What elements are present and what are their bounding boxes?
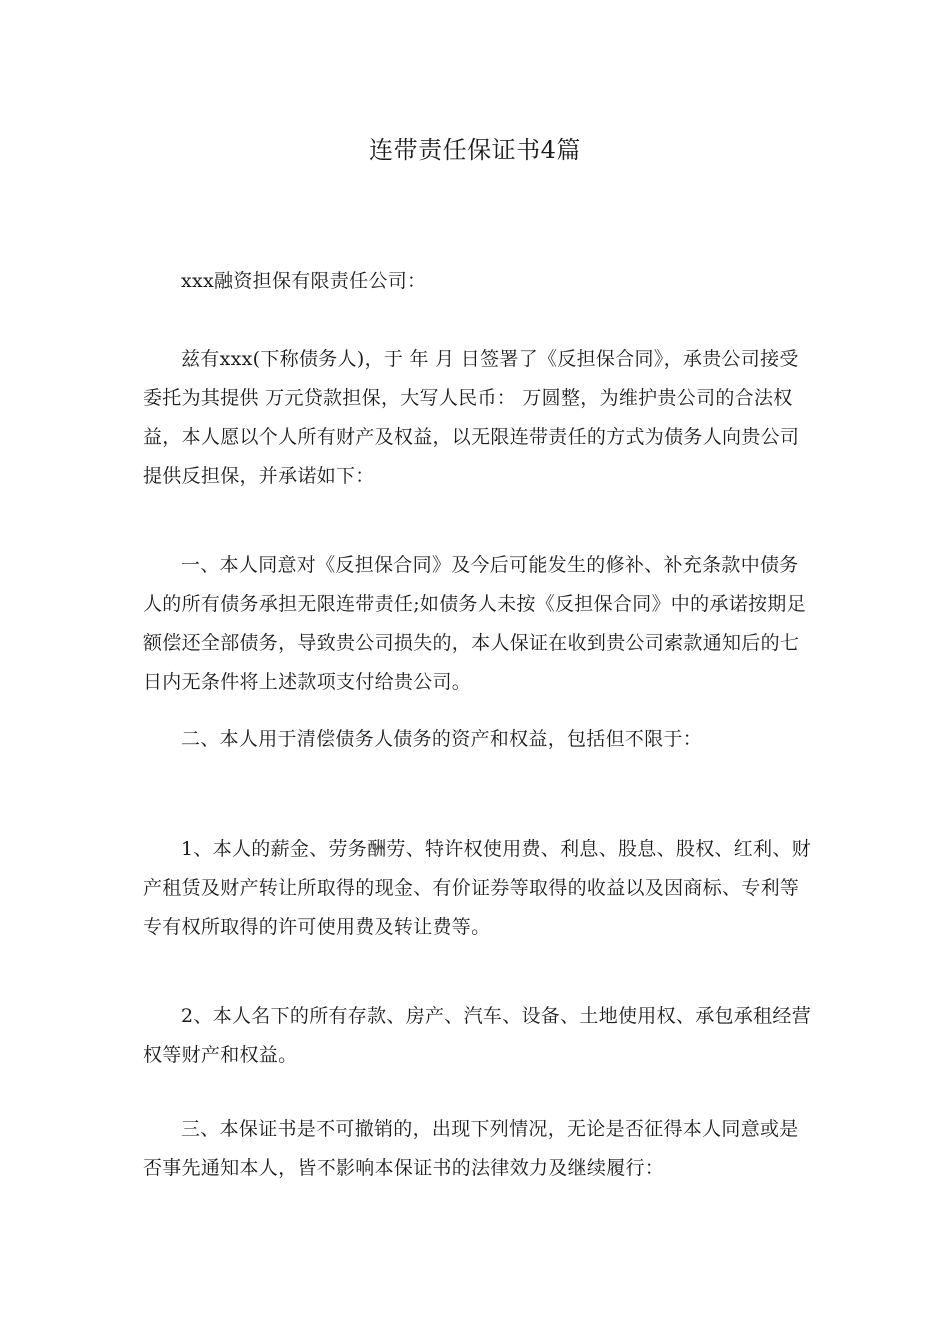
paragraph-text: 2、本人名下的所有存款、房产、汽车、设备、土地使用权、承包承租经营权等财产和权益。 (143, 1005, 811, 1066)
paragraph-text: 三、本保证书是不可撤销的，出现下列情况，无论是否征得本人同意或是否事先通知本人，皆不影响本保证书的法律效力及继续履行： (143, 1118, 799, 1179)
paragraph-clause-3 (143, 1110, 811, 1188)
paragraph-clause-2 (143, 720, 811, 759)
paragraph-item-1 (143, 830, 811, 947)
paragraph-item-2 (143, 997, 811, 1075)
paragraph-intro (143, 340, 811, 496)
salutation-text: xxx融资担保有限责任公司： (181, 270, 427, 292)
salutation (143, 262, 811, 301)
paragraph-text: 兹有xxx(下称债务人)，于 年 月 日签署了《反担保合同》，承贵公司接受委托为其提供 万元贷款担保，大写人民币： 万圆整，为维护贵公司的合法权益，本人愿以个人所有财产及权益，以无限连带责任的方式为债务人向贵公司提供反担保，并承诺如下： (143, 348, 800, 487)
paragraph-text: 1、本人的薪金、劳务酬劳、特许权使用费、利息、股息、股权、红利、财产租赁及财产转让所取得的现金、有价证券等取得的收益以及因商标、专利等专有权所取得的许可使用费及转让费等。 (143, 838, 811, 938)
document-title: 连带责任保证书4篇 (369, 136, 581, 164)
paragraph-text: 一、本人同意对《反担保合同》及今后可能发生的修补、补充条款中债务人的所有债务承担无限连带责任;如债务人未按《反担保合同》中的承诺按期足额偿还全部债务，导致贵公司损失的，本人保证在收到贵公司索款通知后的七日内无条件将上述款项支付给贵公司。 (143, 554, 806, 693)
paragraph-text: 二、本人用于清偿债务人债务的资产和权益，包括但不限于： (181, 728, 703, 750)
paragraph-clause-1 (143, 546, 811, 702)
